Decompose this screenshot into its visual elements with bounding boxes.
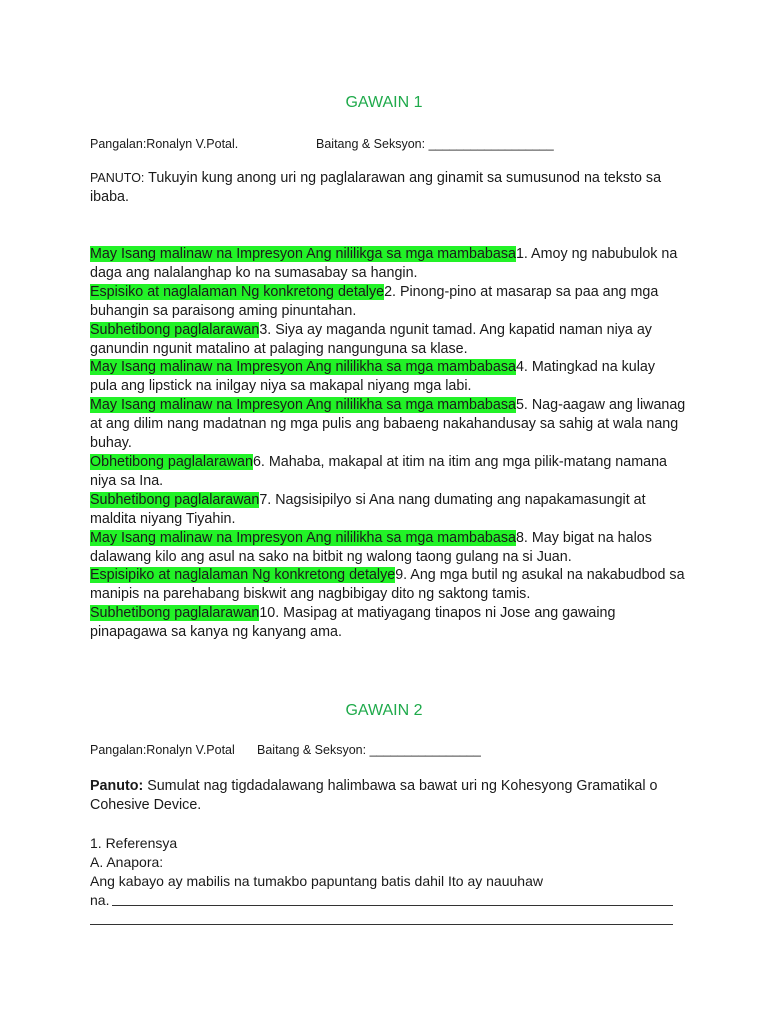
item-text: 1. Amoy ng nabubulok na daga ang nalalanghap ko na sumasabay sa hangin.	[90, 246, 678, 281]
panuto-label: Panuto:	[90, 778, 144, 794]
gawain2-name: Pangalan:Ronalyn V.Potal	[90, 743, 235, 757]
list-item	[90, 358, 686, 396]
list-item	[90, 604, 686, 642]
panuto-text: Sumulat nag tigdadalawang halimbawa sa bawat uri ng Kohesyong Gramatikal o Cohesive Device.	[90, 778, 658, 813]
panuto-text: Tukuyin kung anong uri ng paglalarawan ang ginamit sa sumusunod na teksto sa ibaba.	[90, 170, 662, 205]
item-text: 5. Nag-aagaw ang liwanag at ang dilim nang madatnan ng mga pulis ang babaeng nakahandusay sa sahig at wala nang buhay.	[90, 397, 686, 452]
list-item	[90, 566, 686, 604]
answer-highlight: May Isang malinaw na Impresyon Ang nililikha sa mga mambabasa	[90, 359, 516, 376]
list-item	[90, 321, 686, 359]
gawain2-title: GAWAIN 2	[345, 702, 423, 719]
answer-highlight: Subhetibong paglalarawan	[90, 321, 260, 338]
list-item	[90, 396, 686, 453]
gawain1-instructions	[90, 169, 686, 207]
list-item	[90, 283, 686, 321]
gawain1-title: GAWAIN 1	[345, 94, 423, 111]
item-heading: 1. Referensya	[90, 835, 178, 851]
item-text: 10. Masipag at matiyagang tinapos ni Jose ang gawaing pinapagawa sa kanya ng kanyang ama.	[90, 605, 616, 641]
item-text: 8. May bigat na halos dalawang kilo ang asul na sako na bitbit ng walong taong gulang na si Juan.	[90, 529, 652, 565]
item-text: 6. Mahaba, makapal at itim na itim ang mga pilik-matang namana niya sa Ina.	[90, 453, 667, 489]
list-item	[90, 245, 686, 283]
answer-highlight: May Isang malinaw na Impresyon Ang nililikha sa mga mambabasa	[90, 529, 516, 546]
list-item	[90, 529, 686, 567]
answer-highlight: Subhetibong paglalarawan	[90, 491, 260, 508]
item-text: 4. Matingkad na kulay pula ang lipstick na inilgay niya sa makapal niyang mga labi.	[90, 359, 656, 395]
list-item	[90, 491, 686, 529]
item-text: 3. Siya ay maganda ngunit tamad. Ang kapatid naman niya ay ganundin ngunit matalino at palaging nangunguna sa klase.	[90, 321, 652, 357]
answer-blank-line	[90, 924, 673, 925]
answer-highlight: Espisiko at naglalaman Ng konkretong detalye	[90, 283, 385, 300]
answer-highlight: Subhetibong paglalarawan	[90, 605, 260, 622]
example-line-1: Ang kabayo ay mabilis na tumakbo papuntang batis dahil Ito ay nauuhaw	[90, 873, 543, 889]
answer-highlight: Obhetibong paglalarawan	[90, 453, 253, 470]
gawain1-item-list	[90, 245, 686, 642]
panuto-label: PANUTO:	[90, 171, 145, 185]
answer-highlight: Espisipiko at naglalaman Ng konkretong detalye	[90, 567, 396, 584]
answer-highlight: May Isang malinaw na Impresyon Ang nililikha sa mga mambabasa	[90, 397, 516, 414]
sub-heading: A. Anapora:	[90, 854, 164, 870]
gawain2-instructions	[90, 777, 686, 815]
item-text: 7. Nagsisipilyo si Ana nang dumating ang napakamasungit at maldita niyang Tiyahin.	[90, 491, 646, 527]
answer-highlight: May Isang malinaw na Impresyon Ang nililikga sa mga mambabasa	[90, 246, 516, 262]
gawain1-section: Baitang & Seksyon: __________________	[316, 137, 554, 151]
example-line-2: na.	[90, 892, 110, 908]
gawain2-section: Baitang & Seksyon: ________________	[257, 743, 481, 757]
item-text: 9. Ang mga butil ng asukal na nakabudbod sa manipis na parehabang biskwit ang nagbibigay dito ng saktong tamis.	[90, 567, 685, 603]
item-text: 2. Pinong-pino at masarap sa paa ang mga buhangin sa paraisong aming pinuntahan.	[90, 283, 659, 319]
list-item	[90, 453, 686, 491]
gawain1-name: Pangalan:Ronalyn V.Potal.	[90, 137, 239, 151]
answer-blank-line	[112, 905, 673, 906]
